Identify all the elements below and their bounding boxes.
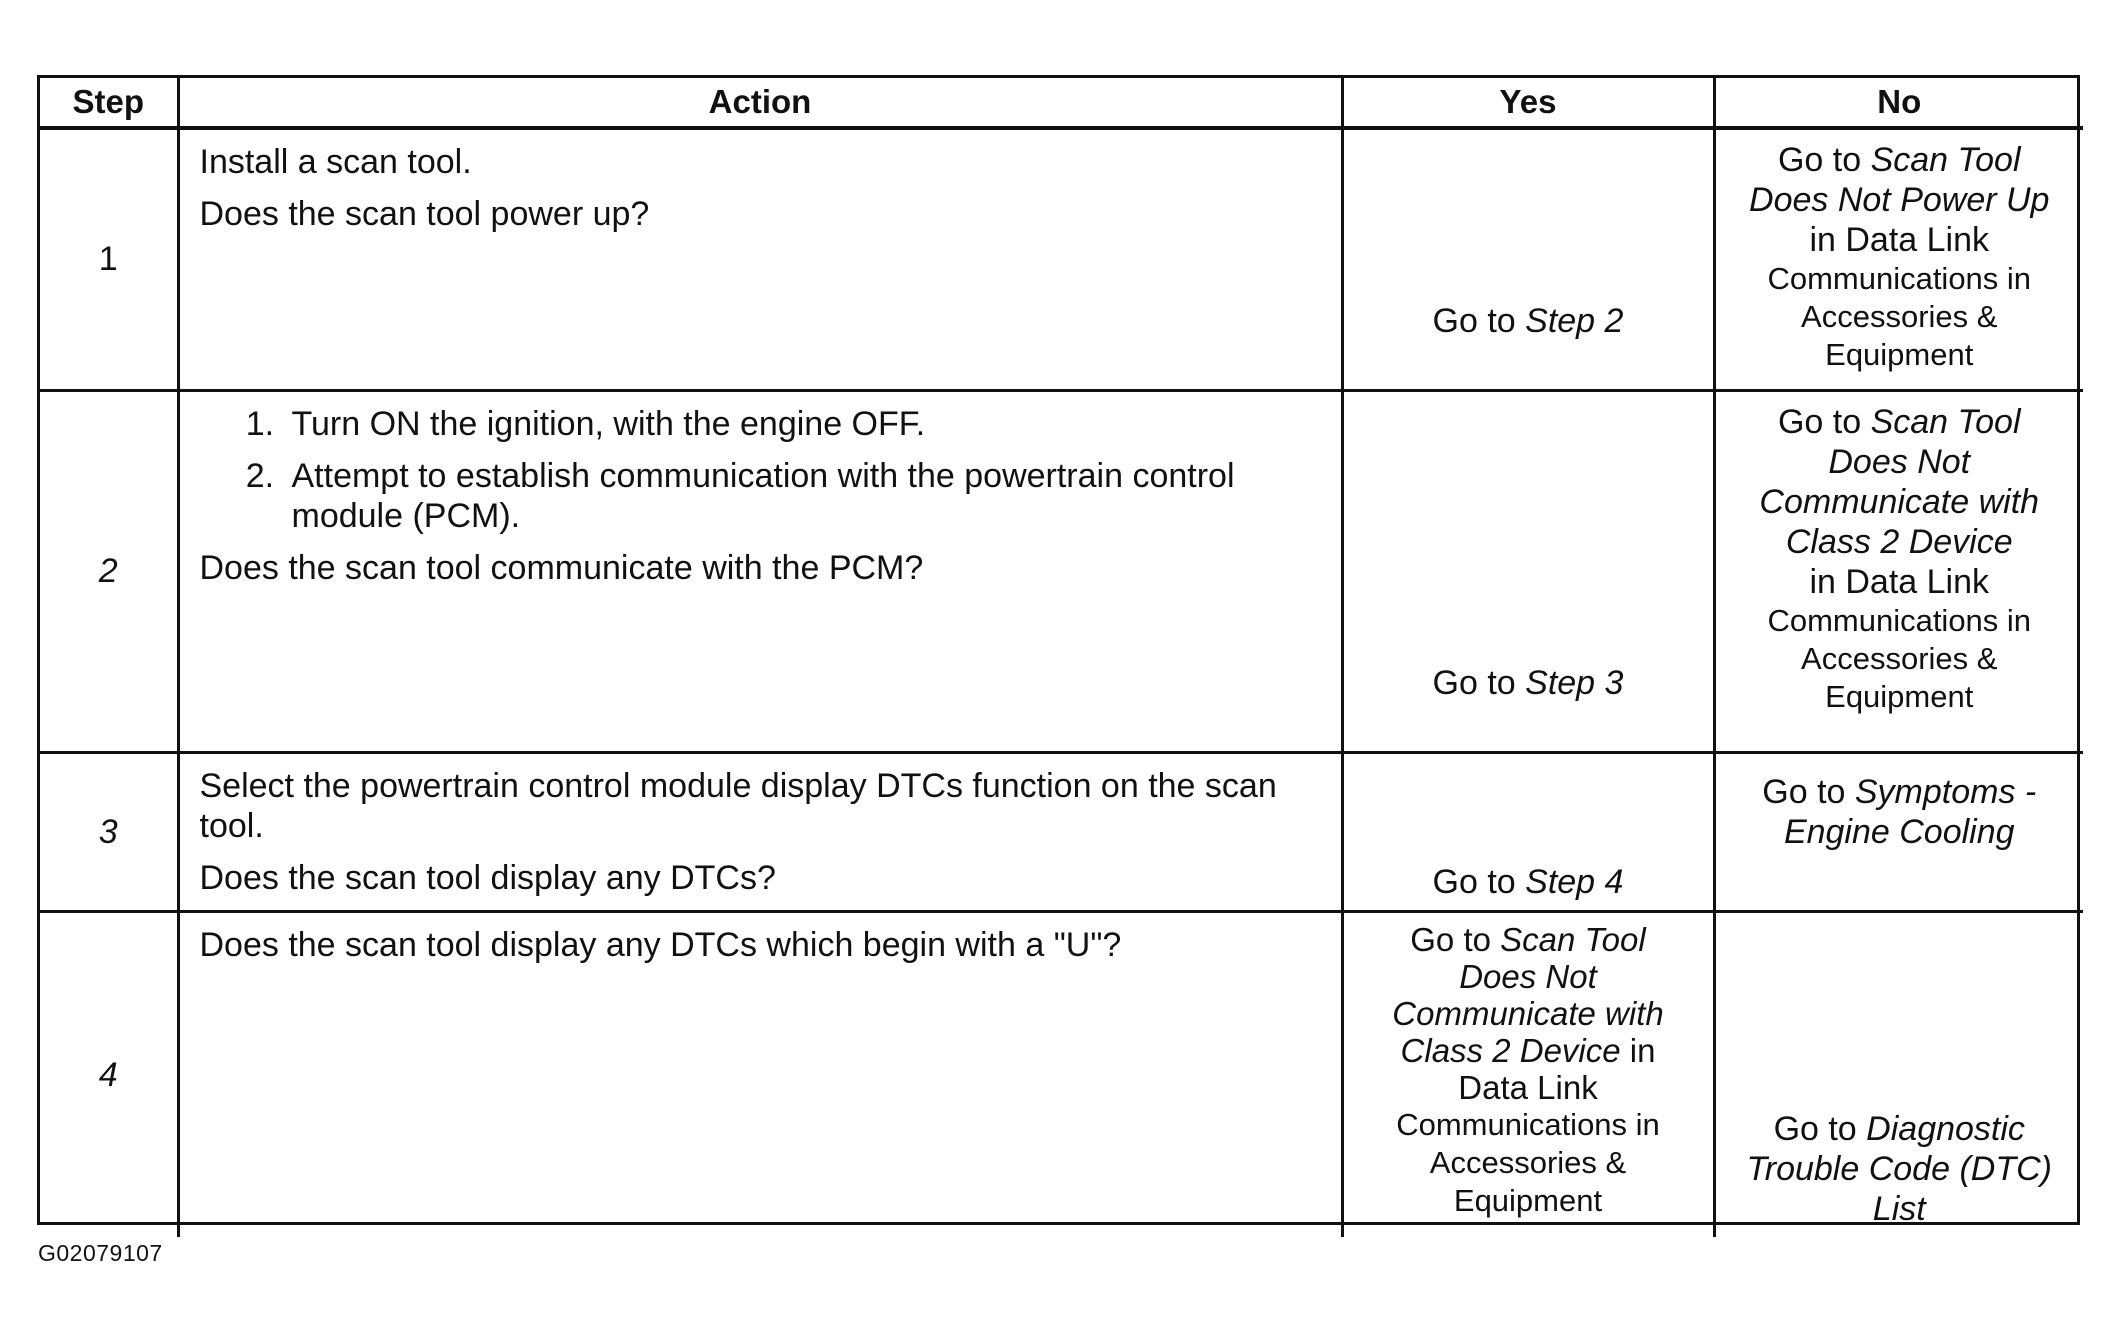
step-number: 1 [40,128,178,390]
step-number: 4 [40,911,178,1237]
no-prefix: Go to [1762,772,1855,811]
table-row-step-3 [40,752,2083,911]
table-row-step-1 [40,128,2083,390]
no-target-link-cont: Does Not [1828,442,1971,481]
header-step: Step [40,78,178,128]
yes-prefix: Go to [1432,663,1526,702]
no-target-link: Diagnostic [1866,1110,2025,1148]
figure-id: G02079107 [38,1240,163,1266]
no-target-link-cont: Communicate with [1759,482,2040,521]
no-suffix: Communications in [1767,602,2032,638]
no-cell [1714,752,2083,911]
yes-target-link: Scan Tool [1500,920,1646,958]
yes-target-link: Step 4 [1525,862,1624,901]
no-target-link: Scan Tool [1870,141,2021,179]
diagnostic-table-grid [40,78,2083,1237]
no-cell [1714,911,2083,1237]
table-row-step-4 [40,911,2083,1237]
action-instruction: Install a scan tool. [199,143,472,181]
no-target-link-cont: Does Not Power Up [1749,181,2050,219]
action-instruction: Select the powertrain control module display DTCs function on the scan tool. [199,766,1277,845]
action-cell [178,390,1342,752]
no-target-link: Symptoms - [1854,772,2037,811]
no-suffix: Equipment [1825,678,1974,714]
yes-target-link-cont: Does Not [1459,957,1597,995]
diagnostic-table [37,75,2080,1228]
no-prefix: Go to [1777,141,1871,179]
step-number: 2 [40,390,178,752]
header-row [40,78,2083,128]
yes-target-link: Step 2 [1525,301,1624,340]
yes-target-link-cont: Communicate with [1392,994,1664,1032]
action-steps-list [200,404,1325,536]
step-number: 3 [40,752,178,911]
no-suffix: Accessories & [1801,640,1998,676]
yes-prefix: Go to [1410,920,1501,958]
no-target-link: Scan Tool [1870,402,2021,441]
yes-suffix: Equipment [1453,1182,1603,1218]
action-question: Does the scan tool communicate with the PCM? [199,548,924,587]
action-cell [178,752,1342,911]
yes-target-link: Step 3 [1525,663,1624,702]
action-list-item: 1. Turn ON the ignition, with the engine OFF. [284,404,1325,444]
yes-target-link-cont: Class 2 Device [1400,1031,1621,1069]
yes-prefix: Go to [1432,862,1526,901]
yes-cell [1342,128,1714,390]
header-action: Action [178,78,1342,128]
no-prefix: Go to [1777,402,1871,441]
yes-cell [1342,752,1714,911]
no-cell [1714,128,2083,390]
no-prefix: Go to [1773,1110,1867,1148]
action-cell [178,911,1342,1237]
action-question: Does the scan tool display any DTCs? [199,858,776,897]
action-question: Does the scan tool power up? [199,195,650,233]
no-suffix: Accessories & [1801,299,1998,334]
no-suffix: Communications in [1767,261,2032,296]
header-no: No [1714,78,2083,128]
action-question: Does the scan tool display any DTCs which begin with a "U"? [199,925,1122,964]
no-suffix: in Data Link [1809,562,1990,601]
no-target-link-cont: Class 2 Device [1785,522,2013,561]
yes-cell [1342,390,1714,752]
yes-prefix: Go to [1432,301,1526,340]
action-list-item: 2. Attempt to establish communication with the powertrain control module (PCM). [284,456,1325,536]
yes-suffix: Communications in [1396,1106,1660,1142]
header-yes: Yes [1342,78,1714,128]
yes-suffix-inline: in [1620,1031,1656,1069]
no-target-link-cont: Trouble Code (DTC) [1746,1150,2052,1188]
yes-cell [1342,911,1714,1237]
no-cell [1714,390,2083,752]
action-cell [178,128,1342,390]
yes-suffix: Accessories & [1429,1144,1627,1180]
no-suffix: Equipment [1825,337,1974,372]
no-suffix: in Data Link [1809,221,1990,259]
table-row-step-2 [40,390,2083,752]
yes-suffix: Data Link [1458,1068,1598,1106]
no-target-link-cont: Engine Cooling [1783,812,2015,851]
no-target-link-cont: List [1872,1190,1926,1228]
